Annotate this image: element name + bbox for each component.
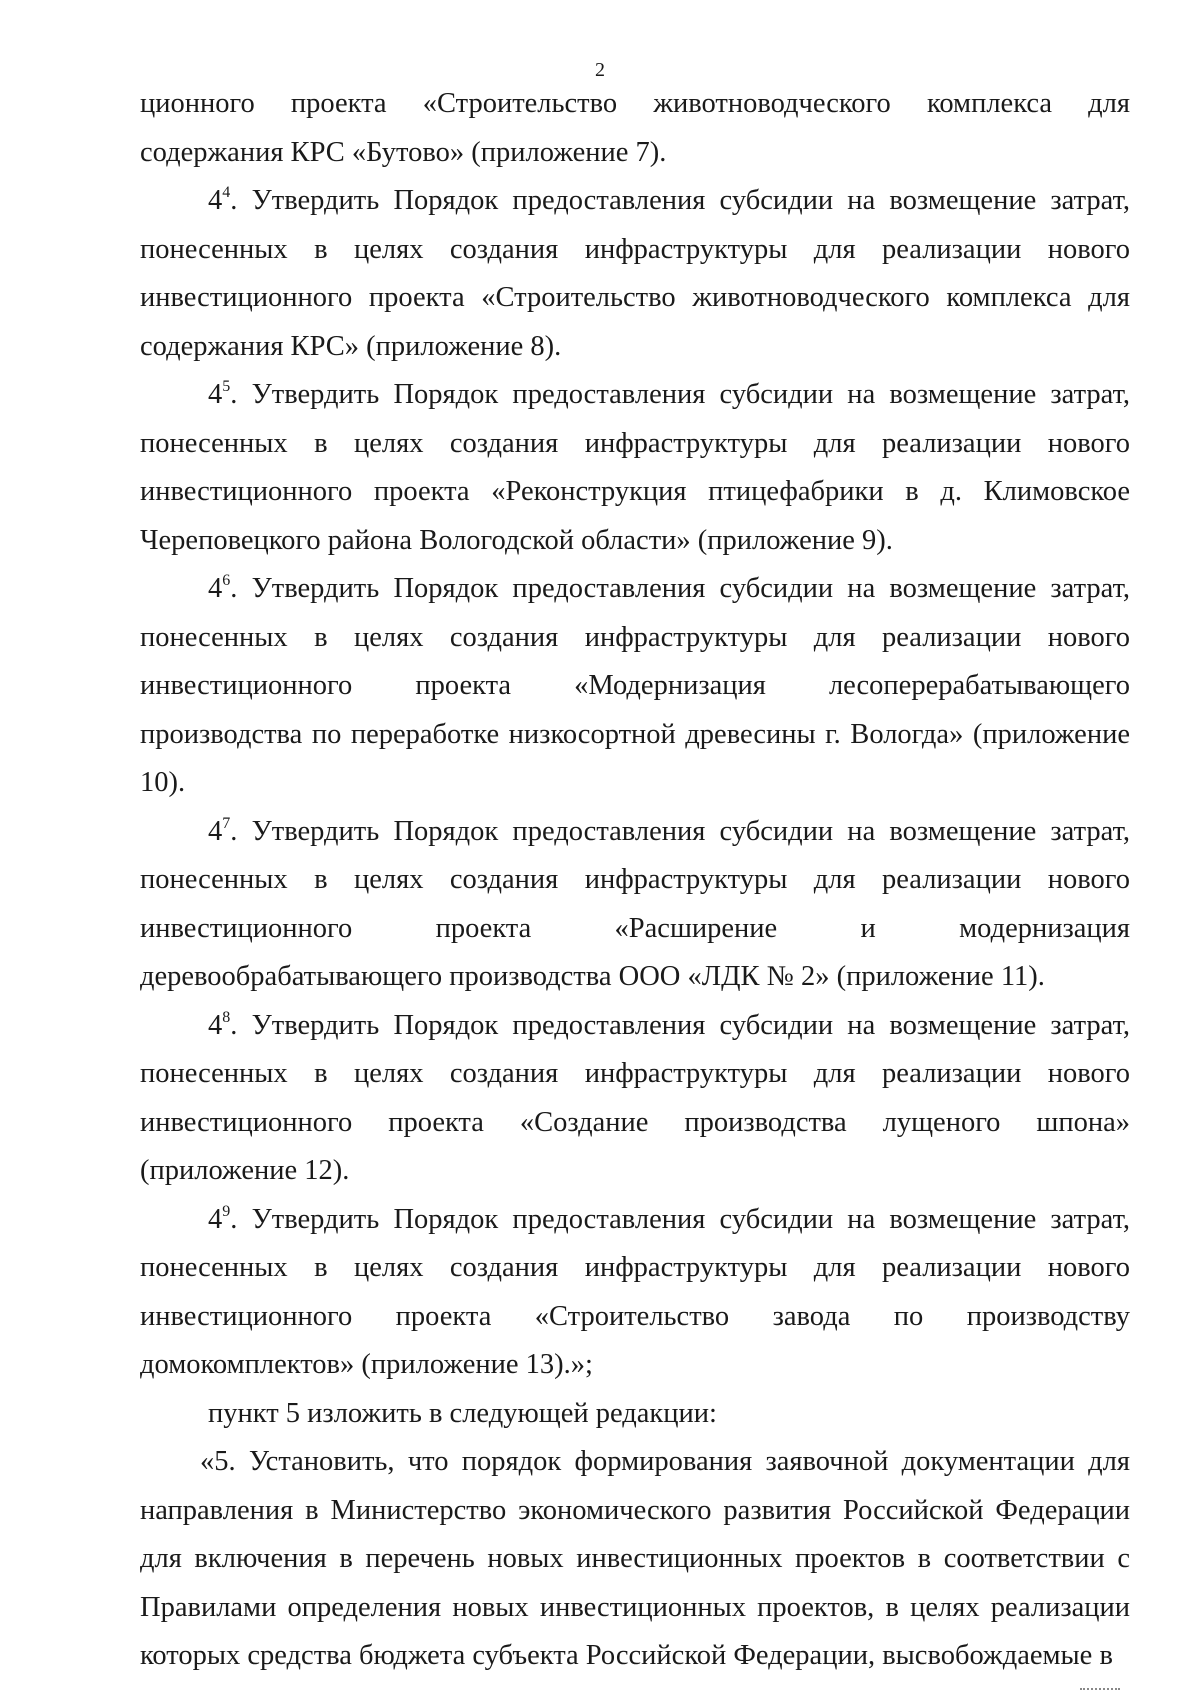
paragraph-continuation (140, 80, 1130, 177)
paragraph-4-5 (140, 371, 1130, 565)
paragraph-number: 4 (208, 1203, 223, 1235)
paragraph-number: 4 (208, 1009, 223, 1041)
paragraph-text: . Утвердить Порядок предоставления субсидии на возмещение затрат, понесенных в целях создания инфраструктуры для реализации нового инвестиционного проекта «Строительство завода по производству домокомплектов» (приложение 13).»; (140, 1203, 1130, 1380)
paragraph-text: . Утвердить Порядок предоставления субсидии на возмещение затрат, понесенных в целях создания инфраструктуры для реализации нового инвестиционного проекта «Создание производства лущеного шпона» (приложение 12). (140, 1009, 1130, 1186)
paragraph-number-superscript: 5 (222, 378, 231, 395)
paragraph-number: 4 (208, 573, 223, 604)
paragraph-number-superscript: 9 (222, 1202, 231, 1220)
paragraph-number: 4 (208, 185, 223, 216)
page-number: 2 (595, 59, 605, 81)
paragraph-4-7 (140, 808, 1130, 1002)
paragraph-5-quote (140, 1438, 1130, 1681)
paragraph-number: 4 (208, 815, 223, 847)
paragraph-text: . Утвердить Порядок предоставления субсидии на возмещение затрат, понесенных в целях создания инфраструктуры для реализации нового инвестиционного проекта «Реконструкция птицефабрики в д. Климовское Череповецкого района Вологодской области» (приложение 9). (140, 379, 1130, 556)
paragraph-number: 4 (208, 379, 223, 410)
paragraph-text: . Утвердить Порядок предоставления субсидии на возмещение затрат, понесенных в целях создания инфраструктуры для реализации нового инвестиционного проекта «Модернизация лесоперерабатывающего производства по переработке низкосортной древесины г. Вологда» (приложение 10). (140, 573, 1130, 798)
paragraph-text: . Утвердить Порядок предоставления субсидии на возмещение затрат, понесенных в целях создания инфраструктуры для реализации нового инвестиционного проекта «Строительство животноводческого комплекса для содержания КРС» (приложение 8). (140, 185, 1130, 362)
paragraph-text: пункт 5 изложить в следующей редакции: (208, 1397, 717, 1429)
paragraph-number-superscript: 8 (222, 1008, 231, 1026)
paragraph-4-4 (140, 177, 1130, 371)
scan-artifact (1080, 1688, 1120, 1693)
paragraph-4-8 (140, 1002, 1130, 1196)
paragraph-number-superscript: 7 (222, 814, 231, 832)
paragraph-number-superscript: 4 (222, 184, 231, 201)
paragraph-text: . Утвердить Порядок предоставления субсидии на возмещение затрат, понесенных в целях создания инфраструктуры для реализации нового инвестиционного проекта «Расширение и модернизация деревообрабатывающего производства ООО «ЛДК № 2» (приложение 11). (140, 815, 1130, 992)
paragraph-text: ционного проекта «Строительство животноводческого комплекса для содержания КРС «Бутово» (приложение 7). (140, 88, 1130, 168)
document-body (140, 80, 1130, 1681)
paragraph-4-9 (140, 1196, 1130, 1390)
paragraph-text: «5. Установить, что порядок формирования заявочной документации для направления в Министерство экономического развития Российской Федерации для включения в перечень новых инвестиционных проектов в соответствии с Правилами определения новых инвестиционных проектов, в целях реализации которых средства бюджета субъекта Российской Федерации, высвобождаемые в (140, 1446, 1130, 1671)
paragraph-number-superscript: 6 (222, 572, 231, 589)
paragraph-amendment-intro (140, 1390, 1130, 1439)
paragraph-4-6 (140, 565, 1130, 808)
